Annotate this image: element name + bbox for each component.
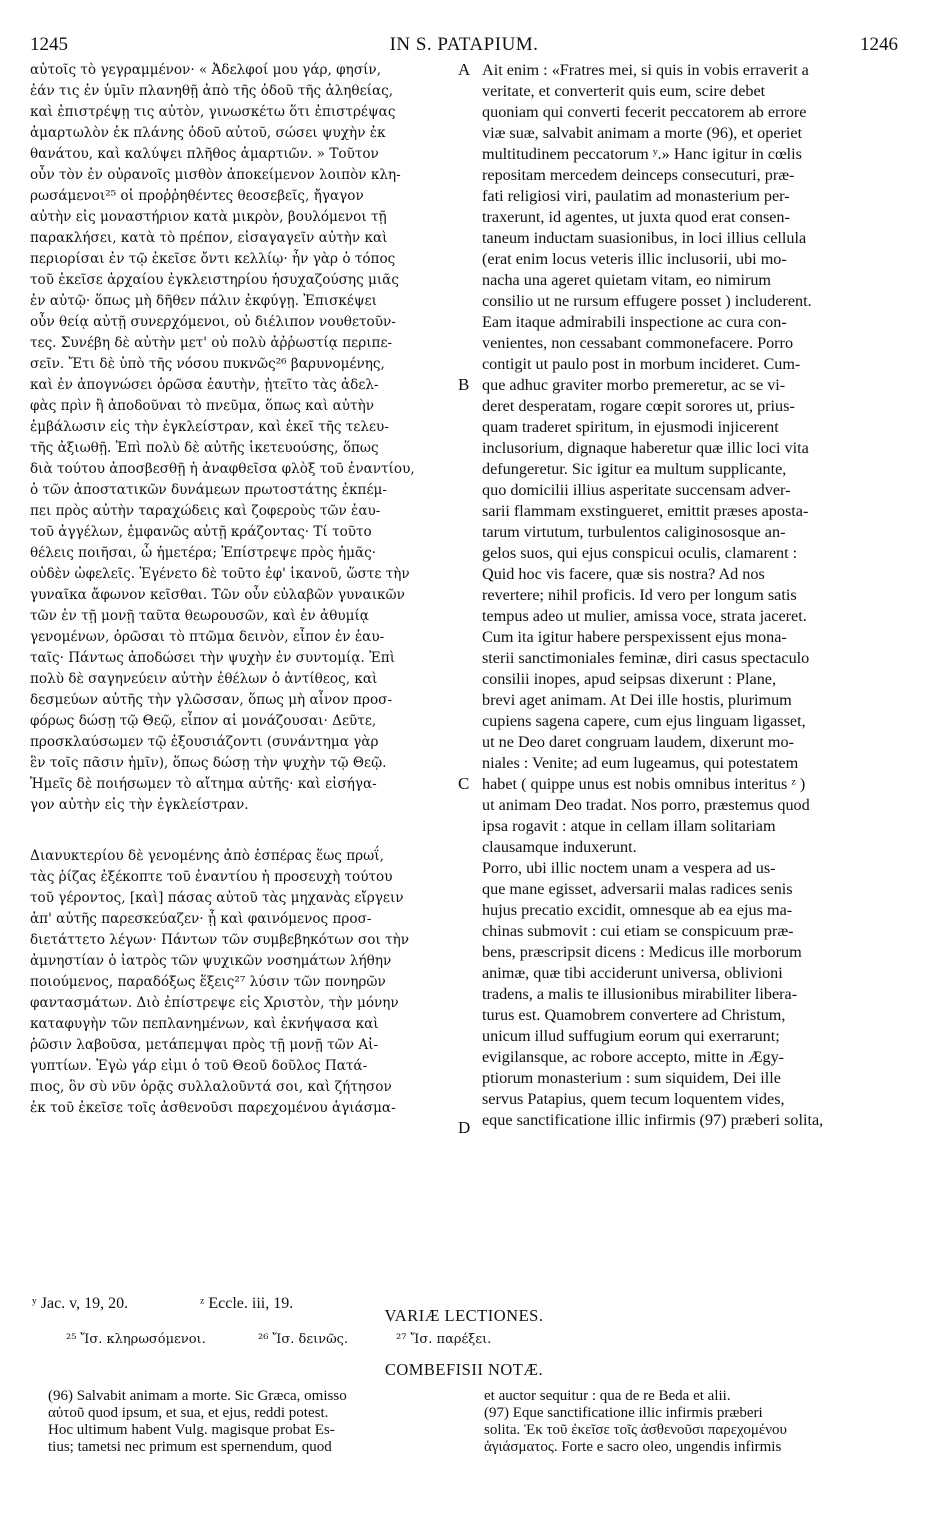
margin-marker-b: B (458, 375, 470, 394)
running-title: IN S. PATAPIUM. (389, 34, 539, 55)
greek-text-line: ἀπ' αὐτῆς παρεσκεύαζεν· ᾗ καὶ φαινόμενος προσ- (30, 911, 372, 927)
latin-text-line: que mane egisset, adversarii malas radices senis (482, 880, 793, 898)
scripture-ref-left: ʸ Jac. v, 19, 20. (32, 1295, 129, 1312)
latin-text-line: eque sanctificatione illic infirmis (97) præberi solita, (482, 1111, 824, 1129)
greek-text-line: οὐδὲν ὠφελεῖς. Ἐγένετο δὲ τοῦτο ἐφ' ἱκανοῦ, ὥστε τὴν (30, 566, 410, 582)
greek-text-line: τοῦ γέροντος, [καὶ] πάσας αὐτοῦ τὰς μηχανὰς εἴργειν (30, 890, 404, 906)
latin-text-line: Quid hoc vis facere, quæ sis nostra? Ad nos (482, 565, 765, 583)
greek-text-line: σεῖν. Ἔτι δὲ ὑπὸ τῆς νόσου πυκνῶς²⁶ βαρυνομένης, (30, 356, 385, 372)
latin-text-line: turus est. Quamobrem convertere ad Christum, (482, 1006, 786, 1024)
greek-text-line: πει πρὸς αὐτὴν ταραχώδεις καὶ ζοφεροὺς τῶν ἑαυ- (30, 503, 381, 519)
greek-text-line: τὰς ῥίζας ἐξέκοπτε τοῦ ἐναντίου ἡ προσευχὴ τούτου (30, 869, 393, 885)
latin-text-line: niales : Venite; ad eum lugeamus, qui potestatem (482, 754, 799, 772)
margin-marker-c: C (458, 774, 470, 793)
greek-text-line: ῥῶσιν λαβοῦσα, μετάπεμψαι πρὸς τῇ μονῇ τῶν Αἰ- (30, 1037, 379, 1053)
latin-text-line: chinas submovit : cui etiam se conspicuum præ- (482, 922, 794, 940)
margin-marker-a: A (458, 60, 471, 79)
latin-text-line: animæ, quæ tibi acciderunt universa, oblivioni (482, 964, 783, 982)
latin-text-line: cupiens sagena capere, cum ejus linguam ligasset, (482, 712, 806, 730)
latin-text-line: habet ( quippe unus est nobis omnibus interitus ᶻ ) (482, 775, 806, 793)
greek-text-line: ἀμνηστίαν ὁ ἰατρὸς τῶν ψυχικῶν νοσημάτων λήθην (30, 953, 392, 969)
latin-text-line: que adhuc graviter morbo premeretur, ac se vi- (482, 376, 786, 394)
greek-text-line: προσκλαύσωμεν τῷ ἐξουσιάζοντι (συνάντημα γὰρ (30, 734, 379, 750)
latin-text-line: inclusorium, dignaque haberetur quæ illic loci vita (482, 439, 809, 457)
latin-text-line: veritate, et converterit quis eum, scire debet (482, 82, 766, 100)
greek-text-line: γον αὐτὴν εἰς τὴν ἐγκλείστραν. (30, 797, 249, 813)
latin-text-line: evigilansque, ac robore accepto, mitte in Ægy- (482, 1048, 785, 1066)
greek-text-line: καὶ ἐν ἀπογνώσει ὁρῶσα ἑαυτὴν, ᾐτεῖτο τὰς ἀδελ- (30, 377, 379, 393)
note-line: αὐτοῦ quod ipsum, et sua, et ejus, reddi potest. (48, 1405, 329, 1421)
page-header (30, 34, 898, 58)
greek-text-line: τες. Συνέβη δὲ αὐτὴν μετ' οὐ πολὺ ἀῤῥωστίᾳ περιπε- (30, 335, 393, 351)
margin-marker-d: D (458, 1118, 471, 1137)
latin-text-line: sarii flammam exstingueret, emittit præses aposta- (482, 502, 809, 520)
latin-text-line: venientes, non cessabant commonefacere. Porro (482, 334, 794, 352)
greek-text-line: Διανυκτερίου δὲ γενομένης ἀπὸ ἑσπέρας ἕως πρωΐ, (30, 848, 384, 864)
latin-text-line: taneum inductam suasionibus, in loci illius cellula (482, 229, 807, 247)
latin-text-line: contigit ut paulo post in morbum incideret. Cum- (482, 355, 801, 373)
latin-text-line: clausamque induxerunt. (482, 838, 637, 856)
greek-text-line: ρωσάμενοι²⁵ οἱ προῤῥηθέντες θεοσεβεῖς, ἤγαγον (30, 188, 364, 204)
greek-text-line: διετάττετο λέγων· Πάντων τῶν συμβεβηκότων σοι τὴν (30, 932, 410, 948)
latin-text-line: multitudinem peccatorum ʸ.» Hanc igitur in cœlis (482, 145, 802, 163)
latin-text-line: ut ne Deo daret congruam laudem, dixerunt mo- (482, 733, 794, 751)
greek-text-line: διὰ τούτου ἀποσβεσθῇ ἡ ἀναφθεῖσα φλὸξ τοῦ ἐναντίου, (30, 461, 415, 477)
greek-text-line: ποιούμενος, παραδόξως ἕξεις²⁷ λύσιν τῶν πονηρῶν (30, 974, 386, 990)
greek-text-line: ἐκ τοῦ ἐκεῖσε τοῖς ἀσθενοῦσι παρεχομένου ἁγιάσμα- (30, 1100, 396, 1116)
greek-text-line: γενομένων, ὁρῶσαι τὸ πτῶμα δεινὸν, εἶπον ἐν ἑαυ- (30, 629, 385, 645)
latin-text-line: deret desperatam, rogare cœpit sorores ut, prius- (482, 397, 795, 415)
greek-text-line: καταφυγὴν τῶν πεπλανημένων, καὶ ἐκνήψασα καὶ (30, 1016, 379, 1032)
greek-text-line: φόρως δώσῃ τῷ Θεῷ, εἶπον αἱ μονάζουσαι· Δεῦτε, (30, 713, 377, 729)
greek-text-line: Ἡμεῖς δὲ ποιήσωμεν τὸ αἴτημα αὐτῆς· καὶ εἰσήγα- (30, 776, 377, 792)
greek-text-line: ἁμαρτωλὸν ἐκ πλάνης ὁδοῦ αὐτοῦ, σώσει ψυχὴν ἐκ (30, 125, 386, 141)
greek-text-line: πιος, ὃν σὺ νῦν ὁρᾷς συλλαλοῦντά σοι, καὶ ζήτησον (30, 1079, 392, 1095)
latin-text-line: quoniam qui converti fecerit peccatorem ab errore (482, 103, 807, 121)
latin-text-line: tradens, a malis te illusionibus mirabiliter libera- (482, 985, 798, 1003)
greek-text-line: γυπτίων. Ἐγὼ γάρ εἰμι ὁ τοῦ Θεοῦ δοῦλος Πατά- (30, 1058, 368, 1074)
variant-26: ²⁶ Ἴσ. δεινῶς. (258, 1332, 349, 1347)
latin-text-line: quo domicilii illius asperitate succensam adver- (482, 481, 791, 499)
latin-text-line: ipsa rogavit : atque in cellam illam solitariam (482, 817, 776, 835)
greek-text-line: φαντασμάτων. Διὸ ἐπίστρεψε εἰς Χριστὸν, τὴν μόνην (30, 995, 399, 1011)
latin-text-line: viæ suæ, salvabit animam a morte (96), et operiet (482, 124, 803, 142)
greek-column (30, 60, 464, 1119)
variant-25: ²⁵ Ἴσ. κληρωσόμενοι. (66, 1332, 206, 1347)
greek-text-line: ὁ τῶν ἀποστατικῶν δυνάμεων πρωτοστάτης ἐκπέμ- (30, 482, 387, 498)
notes-left-column (48, 1388, 466, 1456)
latin-text-line: (erat enim locus veteris illic inclusorii, ubi mo- (482, 250, 787, 268)
latin-text-line: unicum illud suffugium eorum qui exerrarunt; (482, 1027, 780, 1045)
latin-text-line: bens, præscripsit dicens : Medicus ille morborum (482, 943, 802, 961)
greek-text-line: γυναῖκα ἄφωνον κεῖσθαι. Τῶν οὖν εὐλαβῶν γυναικῶν (30, 587, 405, 603)
latin-text-line: gelos suos, qui ejus conspicui oculis, clamarent : (482, 544, 798, 562)
greek-text-line: φὰς πρὶν ἢ ἀποδοῦναι τὸ πνεῦμα, ὅπως καὶ αὐτὴν (30, 398, 374, 414)
greek-text-line: παρακλήσει, κατὰ τὸ πρέπον, εἰσαγαγεῖν αὐτὴν καὶ (30, 230, 388, 246)
note-line: ἁγιάσματος. Forte e sacro oleo, ungendis infirmis (484, 1439, 782, 1455)
greek-text-line: τοῦ ἀγγέλων, ἐμφανῶς αὐτῇ κράζοντας· Τί τοῦτο (30, 524, 372, 540)
latin-text-line: Porro, ubi illic noctem unam a vespera ad us- (482, 859, 776, 877)
greek-text-line: ταῖς· Πάντως ἀποδώσει τὴν ψυχὴν ἐν συντομίᾳ. Ἐπὶ (30, 650, 396, 666)
greek-text-line: οὖν θείᾳ αὐτῇ συνερχόμενοι, οὐ διέλιπον νουθετοῦν- (30, 314, 396, 330)
greek-text-line: τοῦ ἐκεῖσε ἀρχαίου ἐγκλειστηρίου ἡσυχαζούσης μιᾶς (30, 272, 399, 288)
latin-text-line: brevi aget animam. At Dei ille hostis, plurimum (482, 691, 792, 709)
note-line: tius; tametsi nec primum est spernendum, quod (48, 1439, 332, 1455)
latin-text-line: ut animam Deo tradat. Nos porro, præstemus quod (482, 796, 810, 814)
variae-lectiones-title: VARIÆ LECTIONES. (384, 1306, 544, 1325)
latin-text-line: revertere; nihil proficis. Id vero per longum satis (482, 586, 797, 604)
greek-text-line: ἓν τοῖς πᾶσιν ἡμῖν), ὅπως δώσῃ τὴν ψυχὴν τῷ Θεῷ. (30, 755, 387, 771)
latin-text-line: quam traderet spiritum, in ejusmodi injicerent (482, 418, 779, 436)
latin-text-line: hujus precatio excidit, omnesque ab ea ejus ma- (482, 901, 793, 919)
latin-text-line: consilio ut ne rursum effugere posset ) includerent. (482, 292, 812, 310)
latin-text-line: servus Patapius, quem tecum loquentem vides, (482, 1090, 785, 1108)
latin-text-line: tempus adeo ut mulier, amissa voce, strata jaceret. (482, 607, 807, 625)
latin-text-line: Cum ita igitur habere perspexissent ejus mona- (482, 628, 787, 646)
latin-text-line: defungeretur. Sic igitur ea multum supplicante, (482, 460, 787, 478)
latin-text-line: sterii sanctimoniales feminæ, diri casus spectaculo (482, 649, 810, 667)
note-line: et auctor sequitur : qua de re Beda et alii. (484, 1388, 731, 1404)
latin-text-line: repositam mercedem deinceps consecuturi, præ- (482, 166, 795, 184)
greek-text-line: τῆς ἀξιωθῇ. Ἐπὶ πολὺ δὲ αὐτῆς ἱκετευούσης, ὅπως (30, 440, 379, 456)
latin-text-line: Ait enim : «Fratres mei, si quis in vobis erraverit a (482, 61, 809, 79)
page-number-right: 1246 (860, 34, 898, 55)
latin-text-line: consilii inopes, apud seipsas dixerunt : Plane, (482, 670, 777, 688)
greek-text-line: τῶν ἐν τῇ μονῇ ταῦτα θεωρουσῶν, καὶ ἐν ἀθυμίᾳ (30, 608, 369, 624)
greek-text-line: θέλεις ποιῆσαι, ὦ ἡμετέρα; Ἐπίστρεψε πρὸς ἡμᾶς· (30, 545, 377, 561)
greek-text-line: θανάτου, καὶ καλύψει πλῆθος ἁμαρτιῶν. » Τοῦτον (30, 146, 379, 162)
note-line: Hoc ultimum habent Vulg. magisque probat Es- (48, 1422, 335, 1438)
greek-text-line: ἐν αὐτῷ· ὅπως μὴ δῆθεν πάλιν ἐκφύγῃ. Ἐπισκέψει (30, 293, 377, 309)
notes-right-column (484, 1388, 902, 1456)
scripture-ref-right: ᶻ Eccle. iii, 19. (200, 1295, 294, 1312)
note-line: (96) Salvabit animam a morte. Sic Græca, omisso (48, 1388, 347, 1404)
latin-text-line: ptiorum monasterium : sum siquidem, Dei ille (482, 1069, 781, 1087)
greek-text-line: οὖν τὸν ἐν οὐρανοῖς μισθὸν ἀποκείμενον λοιπὸν κλη- (30, 167, 401, 183)
latin-text-line: fati religiosi viri, paulatim ad monasterium per- (482, 187, 790, 205)
latin-text-line: nacha una ageret quietam vitam, eo nimirum (482, 271, 772, 289)
latin-text-line: traxerunt, id agentes, ut juxta quod erat consen- (482, 208, 790, 226)
greek-text-line: πολὺ δὲ σαγηνεύειν αὐτὴν ἐθέλων ὁ ἀντίθεος, καὶ (30, 671, 378, 687)
combefisii-notae-title: COMBEFISII NOTÆ. (384, 1360, 544, 1379)
greek-text-line: ἐμβάλωσιν εἰς τὴν ἐγκλείστραν, καὶ ἐκεῖ τῆς τελευ- (30, 419, 389, 435)
greek-text-line: καὶ ἐπιστρέψῃ τις αὐτὸν, γινωσκέτω ὅτι ἐπιστρέψας (30, 104, 396, 120)
greek-text-line: αὐτοῖς τὸ γεγραμμένον· « Ἀδελφοί μου γάρ, φησίν, (30, 62, 382, 78)
latin-text-line: Eam itaque admirabili inspectione ac cura con- (482, 313, 787, 331)
greek-text-line: περιορίσαι ἐν τῷ ἐκεῖσε ὄντι κελλίῳ· ἦν γὰρ ὁ τόπος (30, 251, 396, 267)
page-number-left: 1245 (30, 34, 68, 55)
latin-column (482, 60, 900, 1131)
greek-text-line: ἐάν τις ἐν ὑμῖν πλανηθῇ ἀπὸ τῆς ὁδοῦ τῆς ἀληθείας, (30, 83, 394, 99)
greek-text-line: αὐτὴν εἰς μοναστήριον κατὰ μικρὸν, βουλόμενοι τῇ (30, 209, 387, 225)
variant-27: ²⁷ Ἴσ. παρέξει. (396, 1332, 492, 1347)
latin-text-line: tarum virtutum, turbulentos caliginososque an- (482, 523, 786, 541)
note-line: solita. Ἐκ τοῦ ἐκεῖσε τοῖς ἀσθενοῦσι παρεχομένου (484, 1422, 787, 1438)
note-line: (97) Eque sanctificatione illic infirmis præberi (484, 1405, 763, 1421)
greek-text-line: δεσμεύων αὐτῆς τὴν γλῶσσαν, ὅπως μὴ αἶνον προσ- (30, 692, 393, 708)
